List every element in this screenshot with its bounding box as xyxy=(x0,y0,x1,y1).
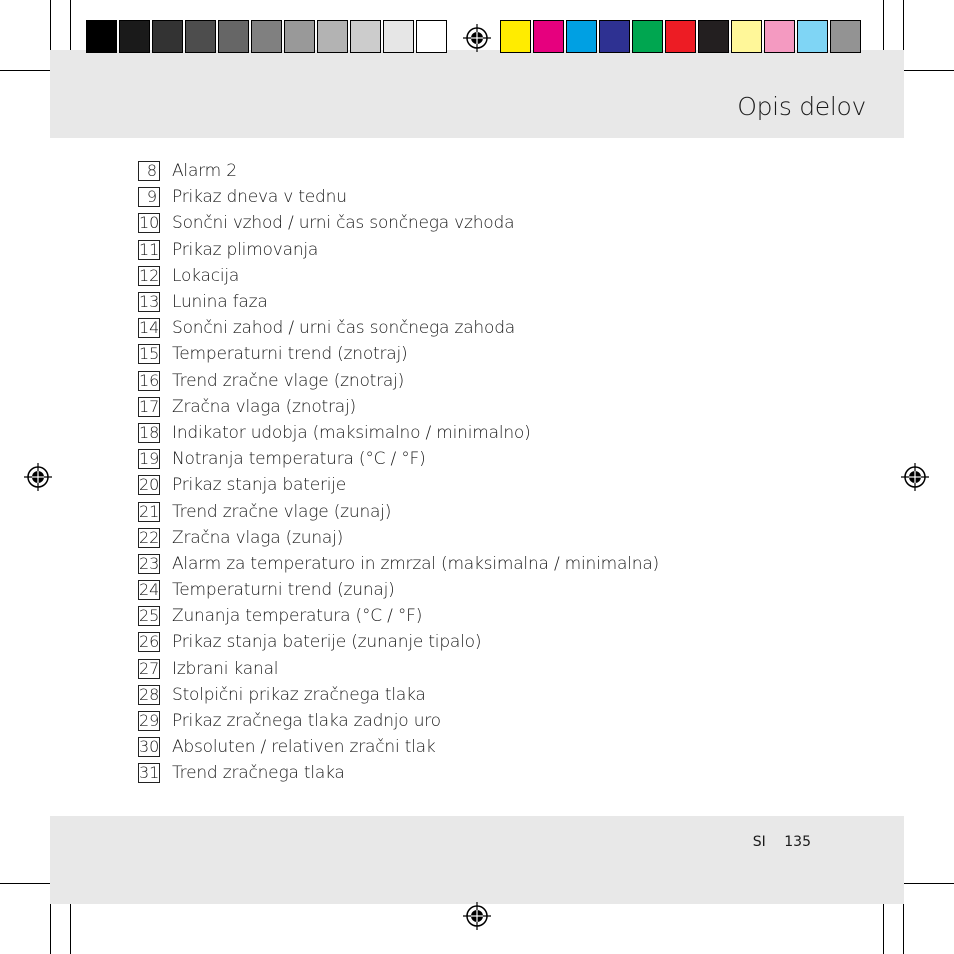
part-label: Alarm 2 xyxy=(172,161,237,182)
part-number-box: 31 xyxy=(139,763,160,783)
part-row xyxy=(138,603,659,629)
part-label: Lokacija xyxy=(172,265,240,286)
part-row xyxy=(138,184,659,210)
part-number-box: 12 xyxy=(139,265,160,285)
part-row xyxy=(138,420,659,446)
part-label: Stolpični prikaz zračnega tlaka xyxy=(172,684,426,705)
part-number-box: 20 xyxy=(139,475,160,495)
color-swatch xyxy=(218,20,249,53)
part-row xyxy=(138,472,659,498)
part-row xyxy=(138,263,659,289)
crop-mark xyxy=(903,0,904,50)
part-number-box: 8 xyxy=(138,161,160,181)
color-swatch xyxy=(350,20,381,53)
part-label: Trend zračne vlage (znotraj) xyxy=(172,370,405,391)
part-label: Zračna vlaga (zunaj) xyxy=(172,527,344,548)
registration-mark-icon xyxy=(901,463,929,491)
part-label: Izbrani kanal xyxy=(172,658,279,679)
crop-mark xyxy=(50,904,51,954)
part-row xyxy=(138,577,659,603)
part-number-box: 23 xyxy=(139,553,160,573)
part-row xyxy=(138,734,659,760)
color-swatch xyxy=(251,20,282,53)
part-number-box: 17 xyxy=(139,396,160,416)
part-number-box: 19 xyxy=(139,449,160,469)
part-row xyxy=(138,760,659,786)
part-label: Alarm za temperaturo in zmrzal (maksimalna / minimalna) xyxy=(172,553,659,574)
part-number-box: 21 xyxy=(139,501,160,521)
color-swatch xyxy=(566,20,597,53)
registration-mark-icon xyxy=(463,902,491,930)
part-row xyxy=(138,368,659,394)
part-row xyxy=(138,237,659,263)
part-number-box: 27 xyxy=(139,658,160,678)
part-label: Temperaturni trend (zunaj) xyxy=(172,580,395,601)
crop-mark xyxy=(904,70,954,71)
part-number-box: 13 xyxy=(139,292,160,312)
crop-mark xyxy=(903,904,904,954)
page-number: 135 xyxy=(784,834,811,850)
registration-mark-icon xyxy=(463,24,491,52)
part-row xyxy=(138,551,659,577)
part-label: Absoluten / relativen zračni tlak xyxy=(172,737,436,758)
part-row xyxy=(138,394,659,420)
color-swatch xyxy=(830,20,861,53)
part-label: Zračna vlaga (znotraj) xyxy=(172,396,356,417)
color-swatch xyxy=(500,20,531,53)
footer-language: SI xyxy=(752,834,766,850)
crop-mark xyxy=(50,0,51,50)
color-swatch xyxy=(284,20,315,53)
part-number-box: 30 xyxy=(139,737,160,757)
part-label: Notranja temperatura (°C / °F) xyxy=(172,449,426,470)
part-number-box: 14 xyxy=(139,318,160,338)
part-row xyxy=(138,498,659,524)
page-title: Opis delov xyxy=(737,92,866,121)
part-number-box: 18 xyxy=(139,422,160,442)
part-row xyxy=(138,315,659,341)
color-swatch xyxy=(665,20,696,53)
color-swatch xyxy=(698,20,729,53)
crop-mark xyxy=(883,0,884,50)
color-swatch xyxy=(152,20,183,53)
part-label: Lunina faza xyxy=(172,292,268,313)
footer-band xyxy=(50,816,904,904)
crop-mark xyxy=(904,883,954,884)
part-number-box: 24 xyxy=(139,580,160,600)
part-number-box: 10 xyxy=(139,213,160,233)
crop-mark xyxy=(0,70,50,71)
part-label: Prikaz dneva v tednu xyxy=(172,187,347,208)
part-label: Sončni vzhod / urni čas sončnega vzhoda xyxy=(172,213,515,234)
part-row xyxy=(138,629,659,655)
part-row xyxy=(138,682,659,708)
part-number-box: 9 xyxy=(138,187,160,207)
part-number-box: 25 xyxy=(139,606,160,626)
color-swatch xyxy=(86,20,117,53)
part-label: Trend zračnega tlaka xyxy=(172,763,345,784)
crop-mark xyxy=(0,883,50,884)
part-label: Prikaz stanja baterije (zunanje tipalo) xyxy=(172,632,482,653)
part-number-box: 28 xyxy=(139,684,160,704)
part-row xyxy=(138,525,659,551)
part-number-box: 15 xyxy=(139,344,160,364)
part-row xyxy=(138,210,659,236)
part-label: Zunanja temperatura (°C / °F) xyxy=(172,606,423,627)
part-row xyxy=(138,158,659,184)
part-row xyxy=(138,446,659,472)
color-swatch xyxy=(632,20,663,53)
color-calibration-bar xyxy=(500,20,863,55)
part-label: Sončni zahod / urni čas sončnega zahoda xyxy=(172,318,516,339)
color-swatch xyxy=(764,20,795,53)
part-row xyxy=(138,289,659,315)
part-number-box: 11 xyxy=(139,239,160,259)
color-swatch xyxy=(119,20,150,53)
part-label: Indikator udobja (maksimalno / minimalno) xyxy=(172,422,531,443)
color-swatch xyxy=(317,20,348,53)
color-swatch xyxy=(383,20,414,53)
part-label: Prikaz zračnega tlaka zadnjo uro xyxy=(172,711,441,732)
part-number-box: 22 xyxy=(139,527,160,547)
part-label: Trend zračne vlage (zunaj) xyxy=(172,501,392,522)
part-row xyxy=(138,341,659,367)
part-number-box: 16 xyxy=(139,370,160,390)
color-swatch xyxy=(416,20,447,53)
crop-mark xyxy=(70,0,71,50)
color-swatch xyxy=(185,20,216,53)
part-row xyxy=(138,656,659,682)
page-footer xyxy=(753,834,811,850)
part-label: Temperaturni trend (znotraj) xyxy=(172,344,408,365)
crop-mark xyxy=(883,904,884,954)
part-number-box: 29 xyxy=(139,711,160,731)
registration-mark-icon xyxy=(24,463,52,491)
crop-mark xyxy=(70,904,71,954)
color-swatch xyxy=(797,20,828,53)
part-label: Prikaz plimovanja xyxy=(172,239,319,260)
part-label: Prikaz stanja baterije xyxy=(172,475,347,496)
gray-scale-bar xyxy=(86,20,449,55)
color-swatch xyxy=(533,20,564,53)
color-swatch xyxy=(599,20,630,53)
parts-list xyxy=(138,158,659,787)
part-number-box: 26 xyxy=(139,632,160,652)
part-row xyxy=(138,708,659,734)
color-swatch xyxy=(731,20,762,53)
